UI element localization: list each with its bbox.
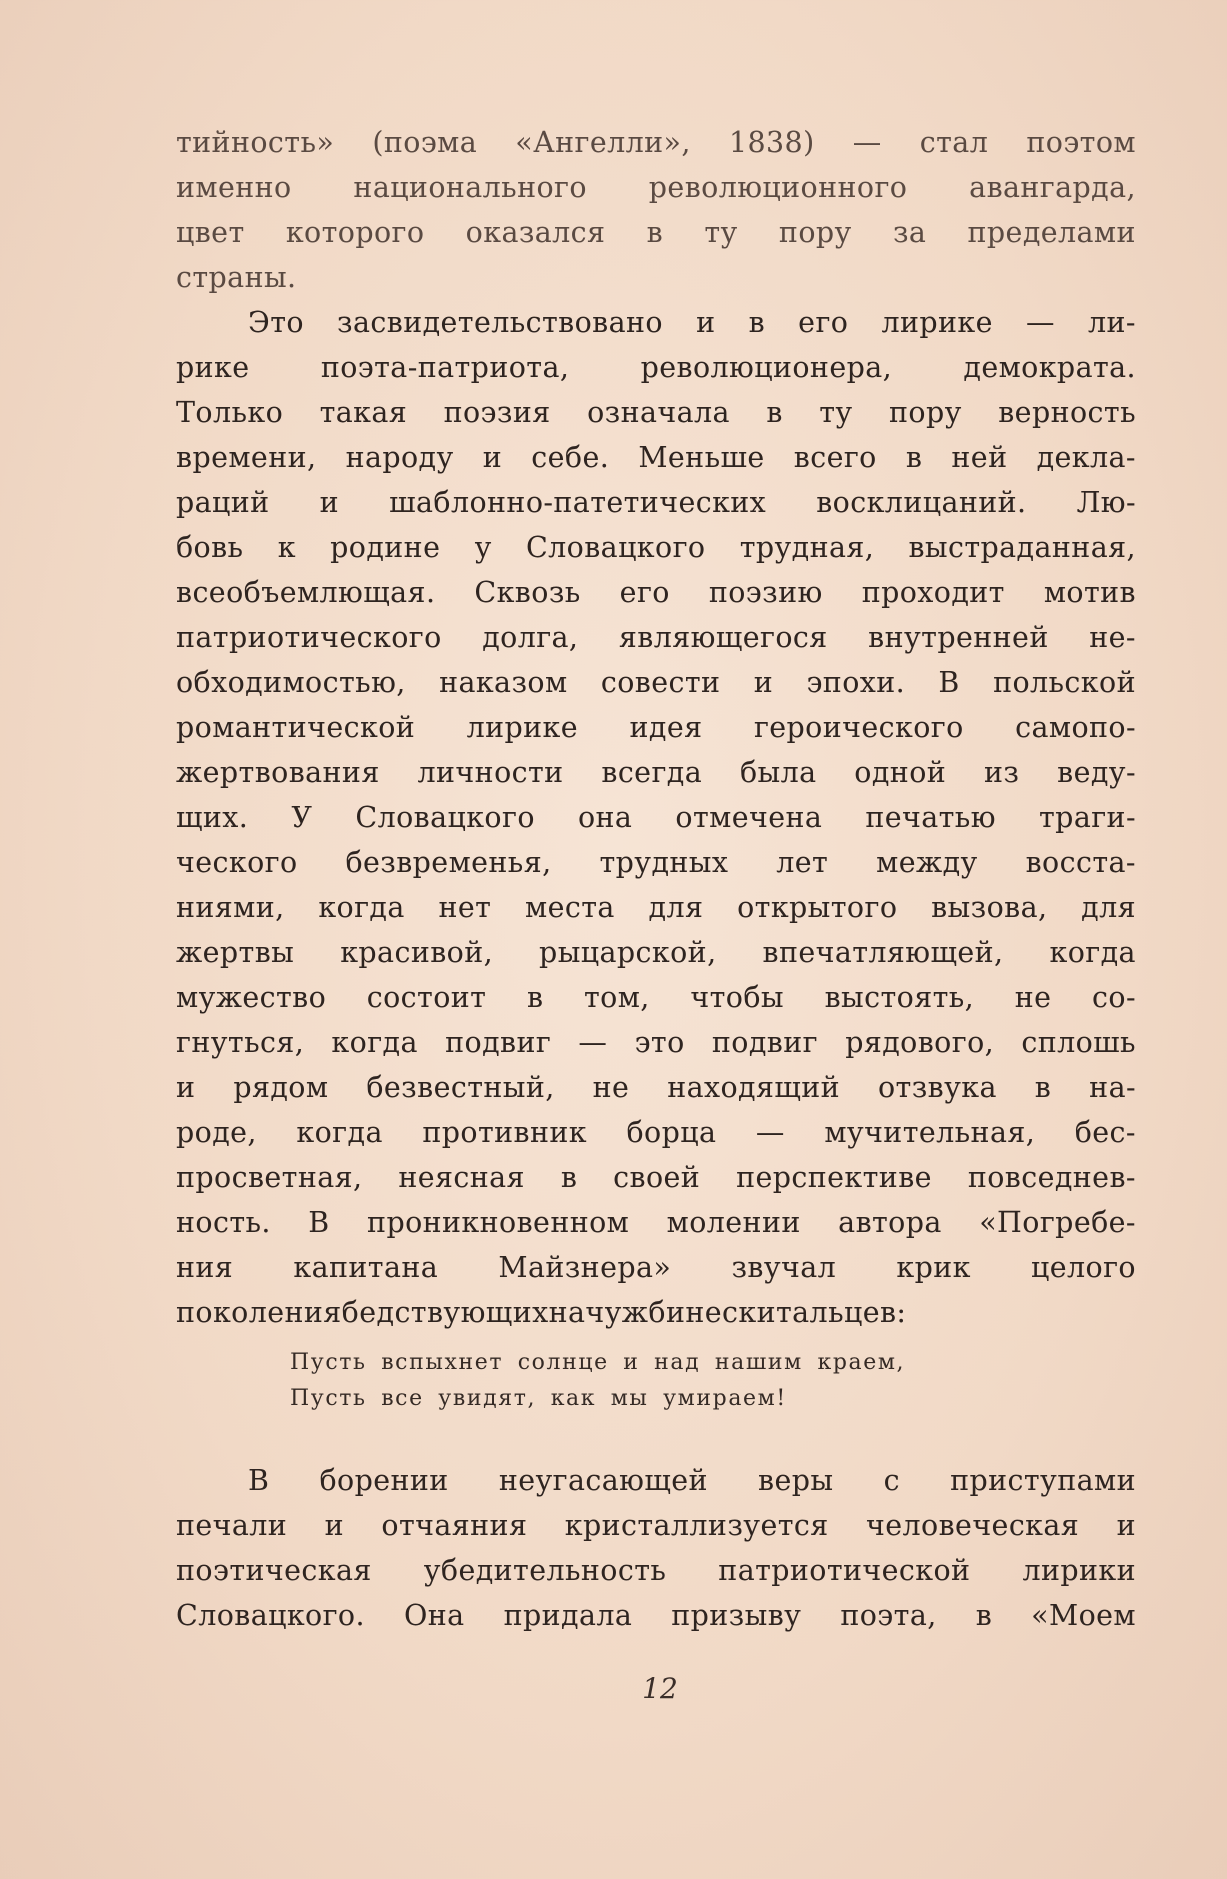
word: приступами xyxy=(950,1464,1136,1497)
word: рыцарской, xyxy=(539,936,717,969)
word: раций xyxy=(176,486,270,519)
word: для xyxy=(648,891,704,924)
word: лирики xyxy=(1022,1554,1136,1587)
word: поэтом xyxy=(1026,126,1136,159)
word: неясная xyxy=(398,1161,525,1194)
word: не- xyxy=(1089,621,1136,654)
word: восста- xyxy=(1025,846,1136,879)
word: в xyxy=(975,1599,993,1632)
word: страны. xyxy=(176,261,297,294)
text-line xyxy=(176,570,1136,615)
word: печатью xyxy=(865,801,996,834)
word: 1838) xyxy=(728,126,815,159)
word: лет xyxy=(776,846,829,879)
word: нет xyxy=(438,891,492,924)
word: на- xyxy=(1089,1071,1136,1104)
word: подвиг xyxy=(711,1026,818,1059)
word: безвестный, xyxy=(366,1071,555,1104)
word: Словацкого xyxy=(525,531,706,564)
word: мотив xyxy=(1043,576,1136,609)
word: не xyxy=(1014,981,1052,1014)
word: внутренней xyxy=(868,621,1049,654)
word: революционного xyxy=(648,171,908,204)
text-line xyxy=(176,660,1136,705)
word: места xyxy=(525,891,615,924)
word: являющегося xyxy=(618,621,828,654)
word: сплошь xyxy=(1021,1026,1136,1059)
word: В xyxy=(248,1464,270,1497)
word: автора xyxy=(838,1206,942,1239)
word: одной xyxy=(854,756,947,789)
word: состоит xyxy=(366,981,487,1014)
word: Словацкого xyxy=(355,801,535,834)
verse-line: Пусть все увидят, как мы умираем! xyxy=(290,1386,787,1411)
word: была xyxy=(739,756,817,789)
word: отчаяния xyxy=(381,1509,528,1542)
word: времени, xyxy=(176,441,317,474)
word: человеческая xyxy=(866,1509,1080,1542)
word: верность xyxy=(998,396,1136,429)
word: Словацкого. xyxy=(176,1599,365,1632)
word: и xyxy=(319,486,340,519)
word: веры xyxy=(758,1464,834,1497)
word: Только xyxy=(176,396,284,429)
word: молении xyxy=(666,1206,801,1239)
word: вызова, xyxy=(931,891,1048,924)
text-line xyxy=(176,750,1136,795)
word: патриотической xyxy=(718,1554,971,1587)
word: идея xyxy=(629,711,703,744)
word: поколения xyxy=(176,1296,342,1329)
word: мучительная, xyxy=(824,1116,1036,1149)
word: когда xyxy=(1049,936,1136,969)
word: пределами xyxy=(967,216,1136,249)
word: В xyxy=(938,666,960,699)
word: Меньше xyxy=(638,441,765,474)
word: выстраданная, xyxy=(908,531,1136,564)
word: ческого xyxy=(176,846,298,879)
word: лирике xyxy=(881,306,993,339)
word: Лю- xyxy=(1076,486,1136,519)
word: не xyxy=(592,1071,630,1104)
word: и xyxy=(176,1071,196,1104)
word: всегда xyxy=(601,756,703,789)
text-line xyxy=(176,1110,1136,1155)
word: лирике xyxy=(466,711,579,744)
word: противник xyxy=(422,1116,587,1149)
word: означала xyxy=(587,396,730,429)
word: — xyxy=(755,1116,785,1149)
word: поэзия xyxy=(443,396,551,429)
word: ность. xyxy=(176,1206,271,1239)
word: «Погребе- xyxy=(979,1206,1136,1239)
text-line xyxy=(176,390,1136,435)
word: проходит xyxy=(861,576,1005,609)
word: отмечена xyxy=(675,801,823,834)
text-line xyxy=(176,210,1136,255)
word: Она xyxy=(403,1599,465,1632)
word: борении xyxy=(319,1464,449,1497)
word: бес- xyxy=(1074,1116,1136,1149)
text-line xyxy=(176,1245,1136,1290)
word: веду- xyxy=(1057,756,1136,789)
word: когда xyxy=(331,1026,418,1059)
word: бедствующих xyxy=(341,1296,549,1329)
word: долга, xyxy=(482,621,579,654)
word: подвиг xyxy=(445,1026,552,1059)
word: «Моем xyxy=(1031,1599,1136,1632)
word: борца xyxy=(626,1116,717,1149)
paragraph-closing xyxy=(176,1458,1136,1638)
word: именно xyxy=(176,171,292,204)
page-number: 12 xyxy=(642,1672,678,1705)
word: за xyxy=(892,216,927,249)
word: пору xyxy=(778,216,852,249)
word: У xyxy=(291,801,313,834)
word: и xyxy=(324,1509,345,1542)
word: открытого xyxy=(737,891,898,924)
word: выстоять, xyxy=(824,981,975,1014)
word: трудная, xyxy=(739,531,875,564)
word: для xyxy=(1081,891,1136,924)
word: личности xyxy=(417,756,564,789)
word: и xyxy=(753,666,774,699)
word: чужбине xyxy=(585,1296,723,1329)
word: Сквозь xyxy=(474,576,581,609)
word: шаблонно-патетических xyxy=(389,486,767,519)
word: такая xyxy=(319,396,408,429)
word: ней xyxy=(951,441,1008,474)
word: ту xyxy=(704,216,738,249)
text-line xyxy=(176,1593,1136,1638)
word: красивой, xyxy=(340,936,494,969)
word: рике xyxy=(176,351,250,384)
word: родине xyxy=(330,531,441,564)
word: повседнев- xyxy=(967,1161,1136,1194)
paragraph-lyric-analysis xyxy=(176,300,1136,1335)
word: поэтическая xyxy=(176,1554,372,1587)
word: чтобы xyxy=(690,981,784,1014)
text-line xyxy=(176,1458,1136,1503)
word: демократа. xyxy=(963,351,1136,384)
word: героического xyxy=(753,711,964,744)
paragraph-continuation xyxy=(176,120,1136,300)
word: и xyxy=(696,306,716,339)
word: безвременья, xyxy=(345,846,552,879)
word: В xyxy=(308,1206,330,1239)
word: в xyxy=(646,216,664,249)
word: со- xyxy=(1092,981,1136,1014)
word: целого xyxy=(1031,1251,1136,1284)
word: бовь xyxy=(176,531,244,564)
word: в xyxy=(766,396,783,429)
word: роде, xyxy=(176,1116,257,1149)
word: себе. xyxy=(531,441,610,474)
word: всеобъемлющая. xyxy=(176,576,436,609)
word: впечатляющей, xyxy=(762,936,1004,969)
word: у xyxy=(474,531,492,564)
word: скитальцев: xyxy=(722,1296,907,1329)
text-line xyxy=(176,930,1136,975)
word: в xyxy=(1034,1071,1052,1104)
word: наказом xyxy=(439,666,568,699)
word: траги- xyxy=(1039,801,1136,834)
word: — xyxy=(1025,306,1055,339)
text-line xyxy=(176,345,1136,390)
word: в xyxy=(905,441,923,474)
word: революционера, xyxy=(640,351,893,384)
word: отзвука xyxy=(877,1071,997,1104)
word: кристаллизуется xyxy=(564,1509,829,1542)
word: мужество xyxy=(176,981,327,1014)
word: эпохи. xyxy=(806,666,906,699)
word: поэзию xyxy=(708,576,823,609)
word: народу xyxy=(345,441,454,474)
word: декла- xyxy=(1036,441,1136,474)
verse-quotation xyxy=(290,1345,1070,1417)
text-line xyxy=(176,1065,1136,1110)
text-line xyxy=(176,795,1136,840)
text-line xyxy=(176,165,1136,210)
text-line xyxy=(176,435,1136,480)
word: проникновенном xyxy=(367,1206,630,1239)
text-line xyxy=(176,1503,1136,1548)
word: с xyxy=(883,1464,900,1497)
word: и xyxy=(482,441,503,474)
word: убедительность xyxy=(423,1554,667,1587)
word: находящий xyxy=(667,1071,841,1104)
word: засвидетельствовано xyxy=(337,306,663,339)
word: крик xyxy=(896,1251,971,1284)
word: патриотического xyxy=(176,621,442,654)
word: ния xyxy=(176,1251,234,1284)
word: романтической xyxy=(176,711,416,744)
word: (поэма xyxy=(372,126,478,159)
word: его xyxy=(619,576,670,609)
word: жертвы xyxy=(176,936,295,969)
word: трудных xyxy=(599,846,729,879)
text-line xyxy=(176,705,1136,750)
text-line xyxy=(176,255,1136,300)
word: рядового, xyxy=(845,1026,995,1059)
word: когда xyxy=(318,891,405,924)
word: которого xyxy=(285,216,425,249)
word: своей xyxy=(613,1161,701,1194)
text-line xyxy=(176,1020,1136,1065)
word: поэта-патриота, xyxy=(320,351,570,384)
word: том, xyxy=(584,981,650,1014)
word: польской xyxy=(993,666,1136,699)
word: призыву xyxy=(671,1599,802,1632)
word: в xyxy=(560,1161,578,1194)
text-line xyxy=(176,1548,1136,1593)
word: перспективе xyxy=(736,1161,932,1194)
word: рядом xyxy=(233,1071,329,1104)
word: Майзнера» xyxy=(498,1251,672,1284)
word: щих. xyxy=(176,801,249,834)
text-line xyxy=(176,120,1136,165)
word: цвет xyxy=(176,216,245,249)
word: это xyxy=(634,1026,685,1059)
text-line xyxy=(176,300,1136,345)
word: между xyxy=(876,846,978,879)
word: — xyxy=(578,1026,608,1059)
word: оказался xyxy=(465,216,606,249)
word: ли- xyxy=(1088,306,1136,339)
word: — xyxy=(852,126,882,159)
word: поэта, xyxy=(840,1599,937,1632)
word: когда xyxy=(296,1116,383,1149)
word: на xyxy=(548,1296,586,1329)
word: обходимостью, xyxy=(176,666,406,699)
word: ниями, xyxy=(176,891,285,924)
word: она xyxy=(577,801,633,834)
word: в xyxy=(748,306,766,339)
word: звучал xyxy=(731,1251,837,1284)
word: совести xyxy=(600,666,721,699)
word: неугасающей xyxy=(498,1464,708,1497)
verse-line: Пусть вспыхнет солнце и над нашим краем, xyxy=(290,1350,906,1375)
word: самопо- xyxy=(1015,711,1136,744)
word: тийность» xyxy=(176,126,335,159)
word: восклицаний. xyxy=(816,486,1027,519)
text-line xyxy=(176,1290,1136,1335)
word: к xyxy=(277,531,296,564)
text-line xyxy=(176,885,1136,930)
word: национального xyxy=(353,171,587,204)
word: и xyxy=(1116,1509,1136,1542)
word: в xyxy=(526,981,544,1014)
text-line xyxy=(176,615,1136,660)
word: ту xyxy=(819,396,853,429)
word: просветная, xyxy=(176,1161,363,1194)
text-line xyxy=(176,975,1136,1020)
text-line xyxy=(176,525,1136,570)
word: Это xyxy=(248,306,304,339)
word: пору xyxy=(889,396,962,429)
word: печали xyxy=(176,1509,288,1542)
word: капитана xyxy=(293,1251,439,1284)
text-line xyxy=(176,1155,1136,1200)
text-line xyxy=(176,1200,1136,1245)
word: его xyxy=(798,306,849,339)
text-line xyxy=(176,480,1136,525)
word: жертвования xyxy=(176,756,380,789)
word: придала xyxy=(503,1599,633,1632)
word: гнуться, xyxy=(176,1026,305,1059)
word: «Ангелли», xyxy=(515,126,691,159)
word: из xyxy=(983,756,1020,789)
text-line xyxy=(176,840,1136,885)
word: авангарда, xyxy=(969,171,1136,204)
word: всего xyxy=(793,441,877,474)
word: стал xyxy=(919,126,989,159)
